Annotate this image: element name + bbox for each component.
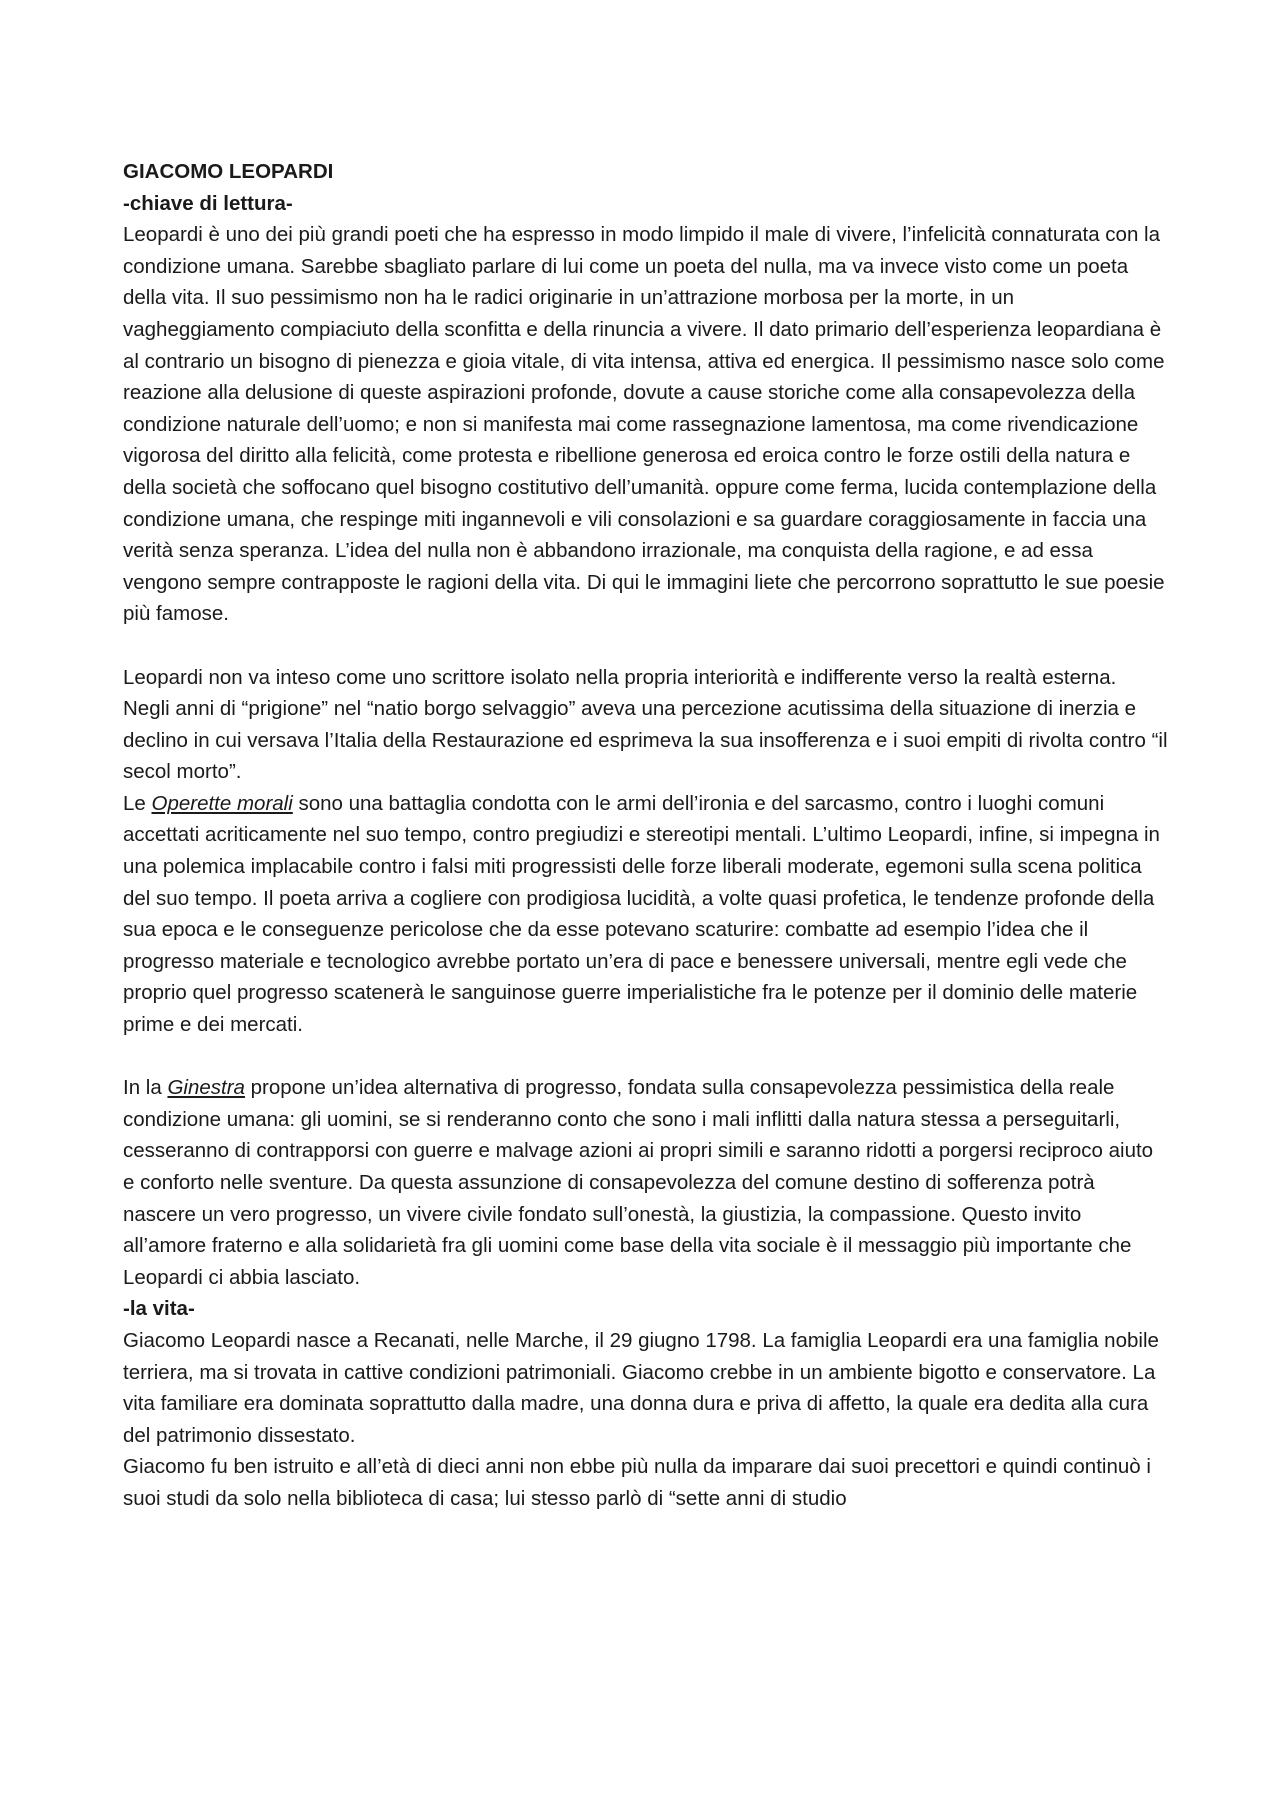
- paragraph-operette-prefix: Le: [123, 791, 152, 815]
- paragraph-ginestra: [123, 1072, 1168, 1293]
- paragraph-vita: Giacomo Leopardi nasce a Recanati, nelle Marche, il 29 giugno 1798. La famiglia Leopardi era una famiglia nobile terriera, ma si trovata in cattive condizioni patrimoniali. Giacomo crebbe in un ambiente bigotto e conservatore. La vita familiare era dominata soprattutto dalla madre, una donna dura e priva di affetto, la quale era dedita alla cura del patrimonio dissestato.: [123, 1328, 1159, 1447]
- document-title: GIACOMO LEOPARDI: [123, 160, 334, 183]
- blank-line: [123, 630, 1168, 662]
- paragraph-intro: Leopardi è uno dei più grandi poeti che ha espresso in modo limpido il male di vivere, l’infelicità connaturata con la condizione umana. Sarebbe sbagliato parlare di lui come un poeta del nulla, ma va invece visto come un poeta della vita. Il suo pessimismo non ha le radici originarie in un’attrazione morbosa per la morte, in un vagheggiamento compiaciuto della sconfitta e della rinuncia a vivere. Il dato primario dell’esperienza leopardiana è al contrario un bisogno di pienezza e gioia vitale, di vita intensa, attiva ed energica. Il pessimismo nasce solo come reazione alla delusione di queste aspirazioni profonde, dovute a cause storiche come alla consapevolezza della condizione naturale dell’uomo; e non si manifesta mai come rassegnazione lamentosa, ma come rivendicazione vigorosa del diritto alla felicità, come protesta e ribellione generosa ed eroica contro le forze ostili della natura e della società che soffocano quel bisogno costitutivo dell’umanità. oppure come ferma, lucida contemplazione della condizione umana, che respinge miti ingannevoli e vili consolazioni e sa guardare coraggiosamente in faccia una verità senza speranza. L’idea del nulla non è abbandono irrazionale, ma conquista della ragione, e ad essa vengono sempre contrapposte le ragioni della vita. Di qui le immagini liete che percorrono soprattutto le sue poesie più famose.: [123, 223, 1165, 626]
- paragraph-ginestra-prefix: In la: [123, 1076, 168, 1100]
- document-body: [123, 156, 1168, 1515]
- section-heading-chiave: -chiave di lettura-: [123, 191, 293, 215]
- paragraph-operette: [123, 788, 1168, 1041]
- blank-line: [123, 1041, 1168, 1073]
- paragraph-studi: Giacomo fu ben istruito e all’età di dieci anni non ebbe più nulla da imparare dai suoi precettori e quindi continuò i suoi studi da solo nella biblioteca di casa; lui stesso parlò di “sette anni di studio: [123, 1455, 1151, 1510]
- operette-morali-title: Operette morali: [151, 791, 293, 815]
- paragraph-realta: Leopardi non va inteso come uno scrittore isolato nella propria interiorità e indifferente verso la realtà esterna. Negli anni di “prigione” nel “natio borgo selvaggio” aveva una percezione acutissima della situazione di inerzia e declino in cui versava l’Italia della Restaurazione ed esprimeva la sua insofferenza e i suoi empiti di rivolta contro “il secol morto”.: [123, 665, 1168, 784]
- paragraph-operette-text: sono una battaglia condotta con le armi dell’ironia e del sarcasmo, contro i luoghi comuni accettati acriticamente nel suo tempo, contro pregiudizi e stereotipi mentali. L’ultimo Leopardi, infine, si impegna in una polemica implacabile contro i falsi miti progressisti delle forze liberali moderate, egemoni sulla scena politica del suo tempo. Il poeta arriva a cogliere con prodigiosa lucidità, a volte quasi profetica, le tendenze profonde della sua epoca e le conseguenze pericolose che da esse potevano scaturire: combatte ad esempio l’idea che il progresso materiale e tecnologico avrebbe portato un’era di pace e benessere universali, mentre egli vede che proprio quel progresso scatenerà le sanguinose guerre imperialistiche fra le potenze per il dominio delle materie prime e dei mercati.: [123, 791, 1160, 1037]
- section-heading-vita: -la vita-: [123, 1297, 195, 1321]
- paragraph-ginestra-text: propone un’idea alternativa di progresso, fondata sulla consapevolezza pessimistica della reale condizione umana: gli uomini, se si renderanno conto che sono i mali inflitti dalla natura stessa a perseguitarli, cesseranno di contrapporsi con guerre e malvage azioni ai propri simili e saranno ridotti a porgersi reciproco aiuto e conforto nelle sventure. Da questa assunzione di consapevolezza del comune destino di sofferenza potrà nascere un vero progresso, un vivere civile fondato sull’onestà, la giustizia, la compassione. Questo invito all’amore fraterno e alla solidarietà fra gli uomini come base della vita sociale è il messaggio più importante che Leopardi ci abbia lasciato.: [123, 1076, 1154, 1289]
- ginestra-title: Ginestra: [167, 1076, 245, 1100]
